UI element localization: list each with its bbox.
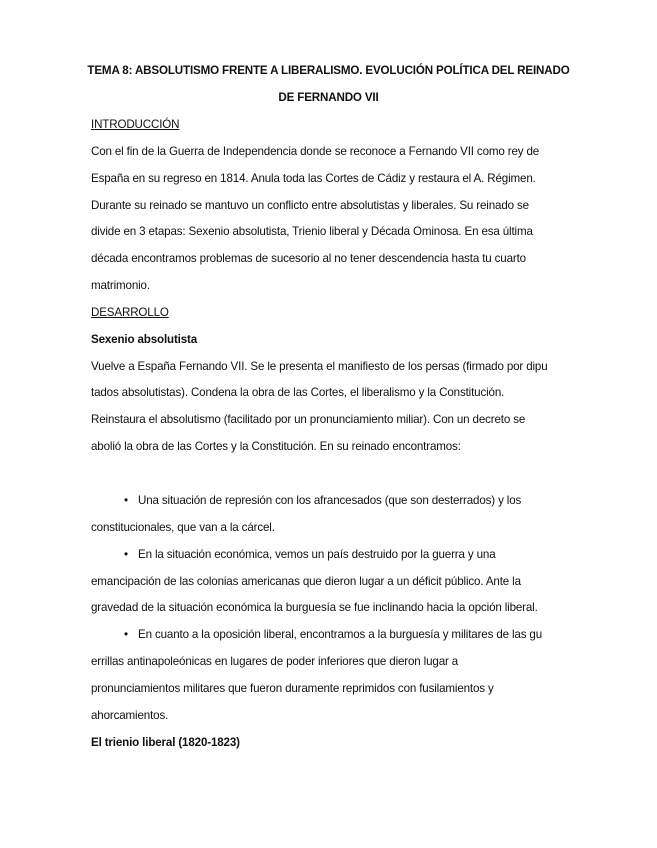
- desarrollo-heading: DESARROLLO: [91, 306, 169, 319]
- bullet-text: Una situación de represión con los afrancesados (que son desterrados) y los: [138, 494, 522, 507]
- bullet-icon: •: [124, 628, 128, 641]
- bullet-continuation-line: emancipación de las colonias americanas que dieron lugar a un déficit público. Ante la: [91, 575, 521, 588]
- sexenio-text-line: tados absolutistas). Condena la obra de las Cortes, el liberalismo y la Constitución.: [91, 386, 505, 399]
- sexenio-text-line: Reinstaura el absolutismo (facilitado por un pronunciamiento miliar). Con un decreto se: [91, 413, 526, 426]
- bullet-item: [124, 493, 604, 509]
- intro-text-line: década encontramos problemas de sucesorio al no tener descendencia hasta tu cuarto: [91, 252, 526, 265]
- bullet-item: [124, 627, 604, 643]
- document-title-line-2: DE FERNANDO VII: [278, 91, 379, 104]
- intro-text-line: Con el fin de la Guerra de Independencia donde se reconoce a Fernando VII como rey de: [91, 145, 540, 158]
- intro-text-line: matrimonio.: [91, 279, 150, 292]
- bullet-continuation-line: errillas antinapoleónicas en lugares de poder inferiores que dieron lugar a: [91, 655, 459, 668]
- document-title-line-1: TEMA 8: ABSOLUTISMO FRENTE A LIBERALISMO. EVOLUCIÓN POLÍTICA DEL REINADO: [87, 64, 570, 77]
- sexenio-text-line: abolió la obra de las Cortes y la Constitución. En su reinado encontramos:: [91, 440, 461, 453]
- bullet-continuation-line: constitucionales, que van a la cárcel.: [91, 521, 275, 534]
- intro-text-line: divide en 3 etapas: Sexenio absolutista, Trienio liberal y Década Ominosa. En esa última: [91, 225, 533, 238]
- intro-heading: INTRODUCCIÓN: [91, 118, 180, 131]
- bullet-text: En cuanto a la oposición liberal, encontramos a la burguesía y militares de las gu: [138, 628, 543, 641]
- bullet-continuation-line: ahorcamientos.: [91, 709, 169, 722]
- bullet-continuation-line: pronunciamientos militares que fueron duramente reprimidos con fusilamientos y: [91, 682, 494, 695]
- sexenio-text-line: Vuelve a España Fernando VII. Se le presenta el manifiesto de los persas (firmado por dipu: [91, 360, 548, 373]
- bullet-item: [124, 547, 604, 563]
- intro-text-line: España en su regreso en 1814. Anula toda las Cortes de Cádiz y restaura el A. Régimen.: [91, 172, 536, 185]
- bullet-text: En la situación económica, vemos un país destruido por la guerra y una: [138, 548, 496, 561]
- trienio-heading: El trienio liberal (1820-1823): [91, 736, 240, 749]
- bullet-continuation-line: gravedad de la situación económica la burguesía se fue inclinando hacia la opción liberal.: [91, 601, 538, 614]
- bullet-icon: •: [124, 548, 128, 561]
- bullet-icon: •: [124, 494, 128, 507]
- sexenio-heading: Sexenio absolutista: [91, 333, 198, 346]
- intro-text-line: Durante su reinado se mantuvo un conflicto entre absolutistas y liberales. Su reinado se: [91, 199, 529, 212]
